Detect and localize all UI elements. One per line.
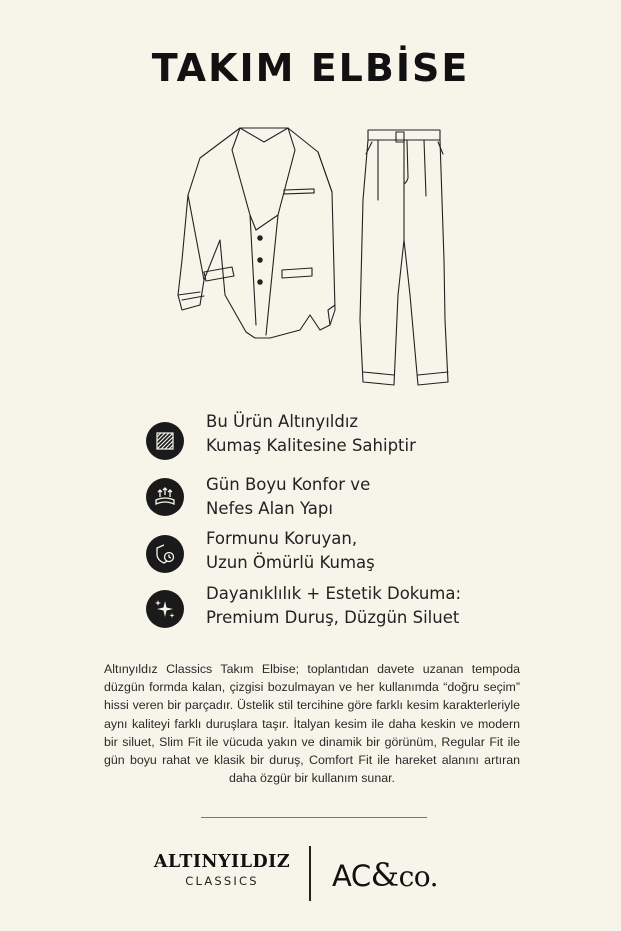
- divider: [201, 817, 427, 818]
- product-description: Altınyıldız Classics Takım Elbise; toplantıdan davete uzanan tempoda düzgün formda kalan, çizgisi bozulmayan ve her kullanımda “doğru seçim” hissi veren bir parçadır. Üstelik stil tercihine göre farklı kesim karakterleriyle aynı kaliteyi farklı duruşlara taşır. İtalyan kesim ile daha keskin ve modern bir siluet, Slim Fit ile vücuda yakın ve dinamik bir görünüm, Regular Fit ile gün boyu rahat ve klasik bir duruş, Comfort Fit ile hareket alanını artıran daha özgür bir kullanım sunar.: [104, 662, 520, 786]
- brand-co: co.: [398, 860, 439, 893]
- feature-text: Formunu Koruyan, Uzun Ömürlü Kumaş: [206, 529, 375, 572]
- suit-illustration: [170, 120, 460, 395]
- feature-item-aesthetic: [146, 582, 506, 642]
- breathable-fabric-icon: [146, 478, 184, 516]
- jacket-drawing: [178, 128, 335, 338]
- feature-item-fabric-quality: [146, 410, 506, 470]
- trousers-drawing: [360, 130, 448, 385]
- fabric-swatch-icon: [146, 422, 184, 460]
- ac-co-logo: [332, 856, 438, 894]
- feature-text: Dayanıklılık + Estetik Dokuma: Premium Duruş, Düzgün Siluet: [206, 584, 462, 627]
- page-title: TAKIM ELBİSE: [151, 46, 470, 90]
- brand-ac: AC: [332, 859, 371, 893]
- feature-item-durability: [146, 527, 506, 587]
- brand-amp: &: [370, 856, 399, 894]
- sparkles-icon: [146, 590, 184, 628]
- feature-text: Gün Boyu Konfor ve Nefes Alan Yapı: [206, 475, 371, 518]
- shield-clock-icon: [146, 535, 184, 573]
- brand-subtitle: CLASSICS: [185, 874, 259, 888]
- feature-item-comfort: [146, 473, 506, 533]
- brand-name: ALTINYILDIZ: [153, 852, 291, 872]
- altinyildiz-classics-logo: [152, 852, 292, 888]
- feature-text: Bu Ürün Altınyıldız Kumaş Kalitesine Sahiptir: [206, 412, 416, 455]
- brand-separator: [309, 846, 311, 901]
